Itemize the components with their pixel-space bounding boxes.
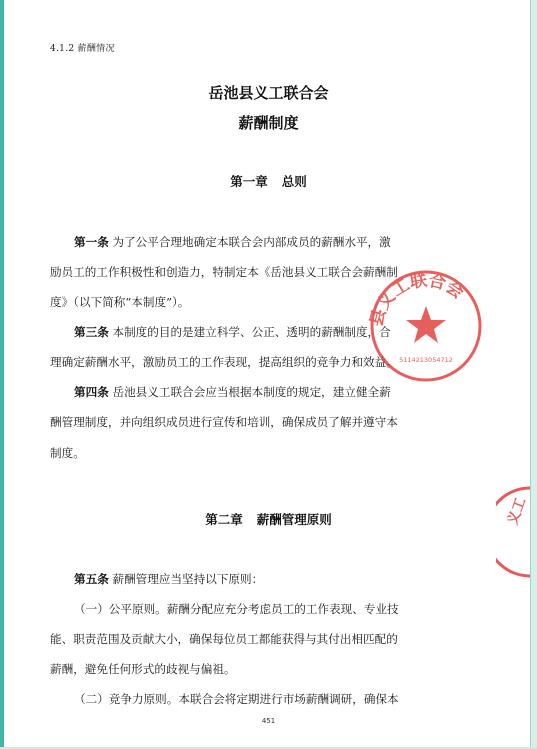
article-4-label: 第四条 [74, 385, 109, 399]
chapter-1-heading [0, 172, 537, 190]
article-4-line-1: 第四条 岳池县义工联合会应当根据本制度的规定，建立健全薪 [74, 385, 391, 399]
article-5-line-1: 第五条 薪酬管理应当坚持以下原则： [74, 572, 264, 586]
article-1-line-1: 第一条 为了公平合理地确定本联合会内部成员的薪酬水平，激 [74, 235, 391, 249]
chapter-2-number: 第二章 [205, 512, 243, 527]
chapter-1-number: 第一章 [230, 174, 268, 189]
seal-code: 5114213054712 [399, 356, 453, 364]
article-3-line-2: 理确定薪酬水平，激励员工的工作表现，提高组织的竞争力和效益。 [50, 355, 398, 369]
principle-1-line-3: 薪酬，避免任何形式的歧视与偏祖。 [50, 662, 236, 676]
edge-seal-stamp [496, 486, 530, 578]
article-1-label: 第一条 [74, 235, 109, 249]
article-3-line-1: 第三条 本制度的目的是建立科学、公正、透明的薪酬制度，合 [74, 325, 391, 339]
article-3-label: 第三条 [74, 325, 109, 339]
seal-main-text: 县义工联合会 [366, 270, 468, 329]
chapter-1-name: 总则 [281, 174, 307, 189]
doc-title: 薪酬制度 [238, 114, 299, 132]
section-number: 4.1.2 薪酬情况 [50, 44, 115, 54]
principle-1-line-2: 能、职责范围及贡献大小，确保每位员工都能获得与其付出相匹配的 [50, 632, 398, 646]
article-1-line-3: 度》（以下简称“本制度”）。 [50, 295, 190, 309]
article-4-line-2: 酬管理制度，并向组织成员进行宣传和培训，确保成员了解并遵守本 [50, 415, 398, 429]
principle-2-line-1: （二）竞争力原则。本联合会将定期进行市场薪酬调研，确保本 [74, 692, 399, 706]
article-5-label: 第五条 [74, 572, 109, 586]
principle-1-line-1: （一）公平原则。薪酬分配应充分考虑员工的工作表现、专业技 [74, 602, 399, 616]
chapter-2-heading [0, 510, 537, 528]
article-1-line-2: 励员工的工作积极性和创造力，特制定本《岳池县义工联合会薪酬制 [50, 265, 398, 279]
article-4-line-3: 制度。 [50, 446, 85, 460]
edge-seal-text: 义工 [504, 495, 530, 528]
chapter-2-name: 薪酬管理原则 [256, 512, 332, 527]
page-number: 451 [261, 717, 276, 725]
org-title: 岳池县义工联合会 [208, 84, 329, 102]
